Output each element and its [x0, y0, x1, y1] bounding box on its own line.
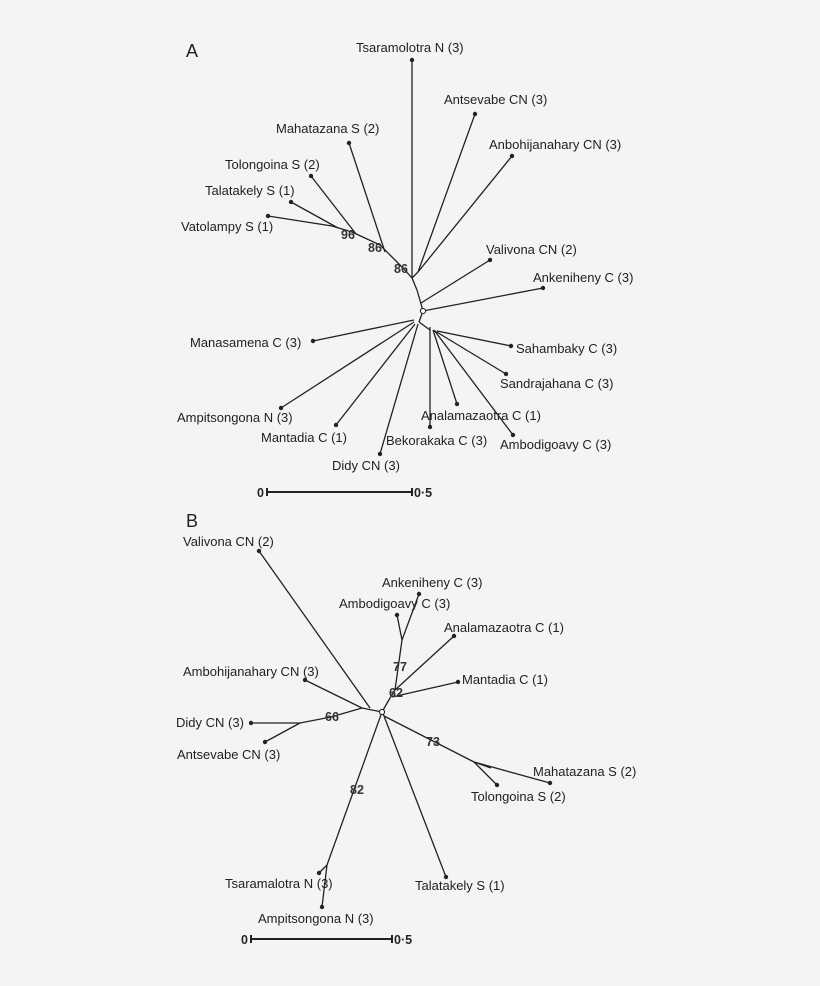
tip-dot-icon [541, 286, 545, 290]
root-node-icon [379, 709, 384, 714]
tip-dot-icon [473, 112, 477, 116]
internal-branch [419, 322, 430, 330]
terminal-branch [397, 615, 402, 640]
taxon-label: Mahatazana S (2) [276, 121, 380, 136]
bootstrap-value: 96 [341, 228, 355, 242]
tip-dot-icon [428, 425, 432, 429]
taxon-label: Bekorakaka C (3) [386, 433, 488, 448]
internal-branch [412, 272, 418, 278]
terminal-branch [433, 330, 457, 404]
taxon-label: Analamazaotra C (1) [444, 620, 564, 635]
tip-dot-icon [488, 258, 492, 262]
taxon-label: Ambohijanahary CN (3) [183, 664, 319, 679]
taxon-label: Sandrajahana C (3) [500, 376, 614, 391]
terminal-branch [423, 288, 543, 311]
internal-branch [417, 290, 423, 311]
leaf-node [392, 672, 548, 697]
bootstrap-value: 82 [350, 783, 364, 797]
leaf-node [423, 270, 633, 311]
scale-label-max: 0·5 [394, 933, 413, 947]
leaf-node [183, 664, 362, 708]
tip-dot-icon [309, 174, 313, 178]
taxon-label: Tsaramalotra N (3) [225, 876, 333, 891]
tip-dot-icon [456, 680, 460, 684]
leaf-node [435, 331, 613, 391]
terminal-branch [418, 114, 475, 272]
internal-branch [412, 278, 417, 290]
taxon-label: Anbohijanahary CN (3) [489, 137, 622, 152]
scale-label-min: 0 [257, 486, 264, 500]
bootstrap-value: 66 [325, 710, 339, 724]
taxon-label: Didy CN (3) [332, 458, 400, 473]
taxon-label: Sahambaky C (3) [516, 341, 618, 356]
taxon-label: Mahatazana S (2) [533, 764, 637, 779]
tip-dot-icon [378, 452, 382, 456]
root-node-icon [420, 308, 425, 313]
leaf-node [225, 865, 333, 891]
taxon-label: Antsevabe CN (3) [444, 92, 548, 107]
bootstrap-value: 86 [394, 262, 408, 276]
terminal-branch [313, 320, 414, 341]
taxon-label: Ambodigoavy C (3) [339, 596, 451, 611]
taxon-label: Didy CN (3) [176, 715, 244, 730]
bootstrap-value: 73 [426, 735, 440, 749]
taxon-label: Valivona CN (2) [183, 534, 274, 549]
leaf-node [437, 331, 617, 356]
tip-dot-icon [257, 549, 261, 553]
tip-dot-icon [289, 200, 293, 204]
tip-dot-icon [334, 423, 338, 427]
leaf-node [176, 715, 300, 730]
leaf-node [332, 324, 418, 473]
tip-dot-icon [320, 905, 324, 909]
terminal-branch [291, 202, 338, 228]
tip-dot-icon [263, 740, 267, 744]
taxon-label: Ankeniheny C (3) [533, 270, 634, 285]
tip-dot-icon [509, 344, 513, 348]
taxon-label: Mantadia C (1) [261, 430, 347, 445]
taxon-label: Tsaramolotra N (3) [356, 40, 464, 55]
taxon-label: Ambodigoavy C (3) [500, 437, 612, 452]
taxon-label: Ankeniheny C (3) [382, 575, 483, 590]
terminal-branch [265, 723, 300, 742]
tip-dot-icon [510, 154, 514, 158]
leaf-node [474, 762, 636, 785]
taxon-label: Analamazaotra C (1) [421, 408, 541, 423]
tip-dot-icon [317, 871, 321, 875]
taxon-label: Talatakely S (1) [415, 878, 505, 893]
taxon-label: Valivona CN (2) [486, 242, 577, 257]
panel-label: B [186, 511, 199, 531]
tip-dot-icon [410, 58, 414, 62]
leaf-node [183, 534, 370, 708]
taxon-label: Talatakely S (1) [205, 183, 295, 198]
bootstrap-value: 86 [368, 241, 382, 255]
leaf-node [384, 716, 505, 893]
panel-a-unrooted-tree [177, 40, 633, 500]
tip-dot-icon [266, 214, 270, 218]
taxon-label: Tolongoina S (2) [225, 157, 320, 172]
leaf-node [181, 214, 332, 234]
scale-bar [257, 486, 432, 500]
taxon-label: Vatolampy S (1) [181, 219, 274, 234]
tip-dot-icon [495, 783, 499, 787]
taxon-label: Tolongoina S (2) [471, 789, 566, 804]
tip-dot-icon [395, 613, 399, 617]
taxon-label: Manasamena C (3) [190, 335, 302, 350]
taxon-label: Mantadia C (1) [462, 672, 548, 687]
panel-label: A [186, 41, 199, 61]
scale-label-min: 0 [241, 933, 248, 947]
terminal-branch [268, 216, 332, 226]
tip-dot-icon [455, 402, 459, 406]
leaf-node [258, 865, 374, 926]
leaf-node [190, 320, 414, 350]
taxon-label: Antsevabe CN (3) [177, 747, 281, 762]
scale-bar [241, 933, 412, 947]
scale-label-max: 0·5 [414, 486, 433, 500]
leaf-node [339, 596, 450, 640]
taxon-label: Ampitsongona N (3) [177, 410, 293, 425]
panel-b-unrooted-tree [176, 511, 636, 947]
taxon-label: Ampitsongona N (3) [258, 911, 374, 926]
terminal-branch [421, 260, 490, 303]
tip-dot-icon [249, 721, 253, 725]
tip-dot-icon [311, 339, 315, 343]
bootstrap-value: 77 [393, 660, 407, 674]
tip-dot-icon [347, 141, 351, 145]
leaf-node [386, 327, 487, 448]
bootstrap-value: 62 [389, 686, 403, 700]
tip-dot-icon [548, 781, 552, 785]
